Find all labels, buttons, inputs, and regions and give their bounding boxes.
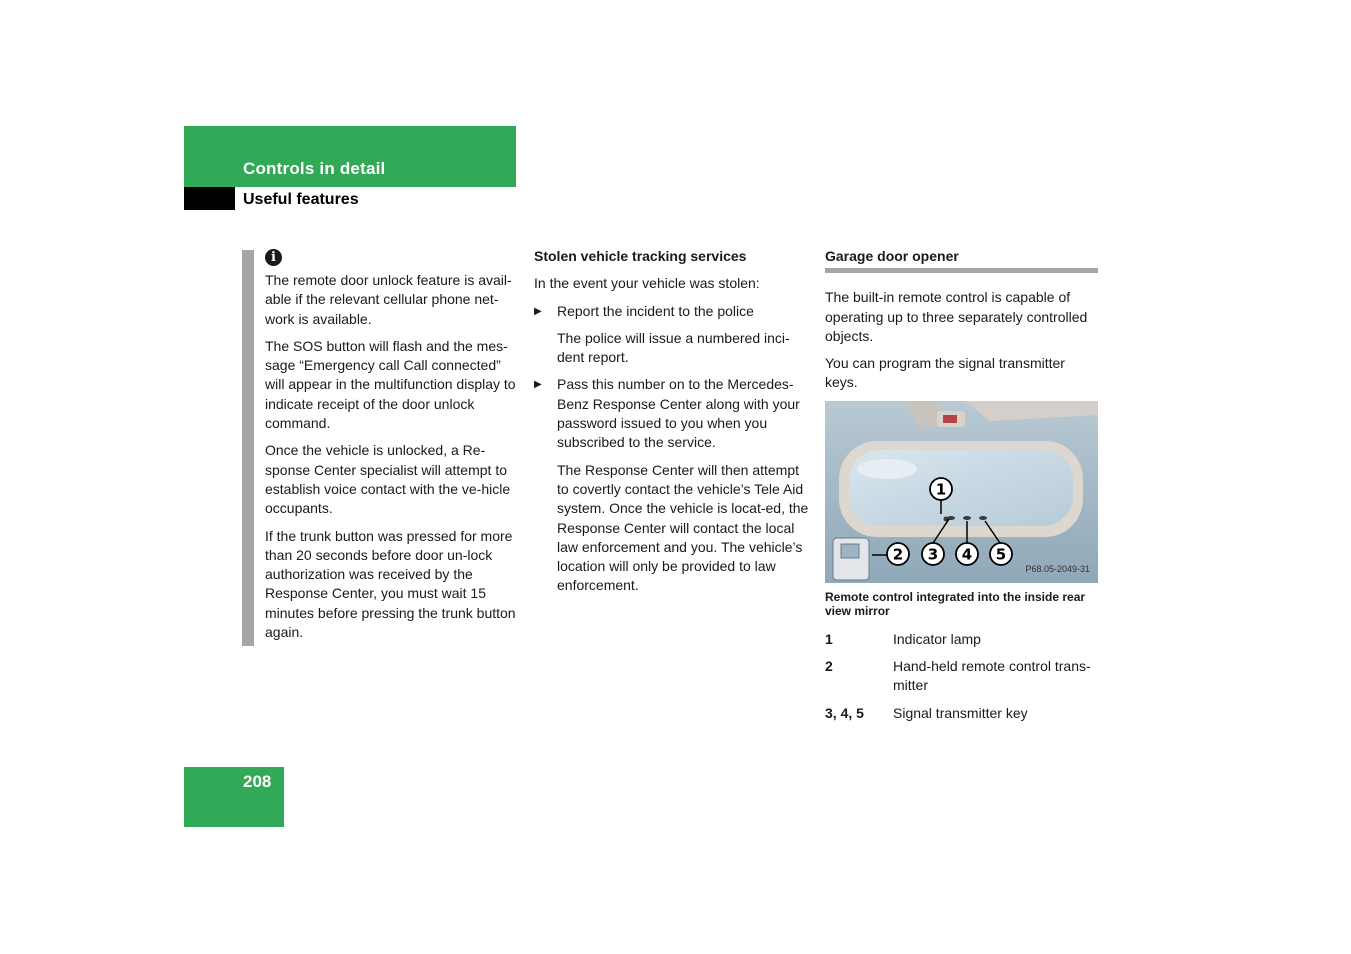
- figure-caption: Remote control integrated into the inside rear view mirror: [825, 589, 1086, 618]
- mirror-illustration: [825, 401, 1098, 583]
- legend-key: 3, 4, 5: [825, 704, 864, 721]
- tracking-heading: Stolen vehicle tracking services: [534, 248, 747, 264]
- section-subtitle: Useful features: [243, 191, 359, 208]
- legend-row: [825, 630, 1098, 649]
- bullet-arrow-icon: ▶: [534, 379, 542, 391]
- info-column: [265, 247, 520, 650]
- info-paragraph: Once the vehicle is unlocked, a Re-sponse Center specialist will attempt to establish voice contact with the ve-hicle occupants.: [265, 442, 511, 517]
- legend-value: Indicator lamp: [893, 630, 981, 647]
- figure-code: P68.05-2049-31: [1025, 564, 1090, 575]
- garage-paragraph: You can program the signal transmitter keys.: [825, 355, 1065, 391]
- step-note: The Response Center will then attempt to covertly contact the vehicle’s Tele Aid system. Once the vehicle is locat-ed, the Response Center will contact the local law enforcement and you. The vehicle’s location will only be provided to law enforcement.: [557, 461, 809, 594]
- step-note: The police will issue a numbered inci-dent report.: [557, 329, 790, 366]
- tracking-column: [534, 247, 809, 604]
- figure-callout: 1: [935, 480, 947, 499]
- heading-rule: [825, 268, 1098, 273]
- legend-row: [825, 704, 1098, 723]
- figure-callout: 3: [927, 545, 939, 564]
- legend-value: Signal transmitter key: [893, 704, 1028, 721]
- tracking-step: [534, 375, 809, 452]
- legend-row: [825, 657, 1098, 696]
- tracking-intro: In the event your vehicle was stolen:: [534, 275, 760, 292]
- info-icon: i: [265, 249, 282, 266]
- mirror-figure: [825, 401, 1098, 583]
- page-number: 208: [243, 772, 272, 791]
- step-text: Pass this number on to the Mercedes-Benz Response Center along with your password issued to you when you subscribed to the service.: [557, 376, 800, 451]
- tracking-step: [534, 302, 809, 321]
- info-paragraph: The remote door unlock feature is avail-able if the relevant cellular phone net-work is available.: [265, 272, 512, 327]
- step-text: Report the incident to the police: [557, 302, 754, 319]
- figure-callout: 2: [892, 545, 904, 564]
- figure-callout: 4: [961, 545, 973, 564]
- info-paragraph: The SOS button will flash and the mes-sage “Emergency call Call connected” will appear in the multifunction display to indicate receipt of the door unlock command.: [265, 337, 516, 432]
- garage-paragraph: The built-in remote control is capable of operating up to three separately controlled objects.: [825, 289, 1088, 344]
- header-marker: [184, 187, 235, 210]
- figure-callout: 5: [995, 545, 1007, 564]
- garage-heading: Garage door opener: [825, 248, 959, 264]
- legend-value: Hand-held remote control trans-mitter: [893, 658, 1091, 694]
- legend-key: 2: [825, 658, 833, 675]
- garage-column: [825, 247, 1098, 731]
- info-paragraph: If the trunk button was pressed for more than 20 seconds before door un-lock authorization was received by the Response Center, you must wait 15 minutes before pressing the trunk button again.: [265, 527, 516, 641]
- bullet-arrow-icon: ▶: [534, 305, 542, 317]
- info-sidebar-bar: [242, 250, 254, 646]
- legend-key: 1: [825, 630, 833, 647]
- section-title: Controls in detail: [243, 159, 386, 178]
